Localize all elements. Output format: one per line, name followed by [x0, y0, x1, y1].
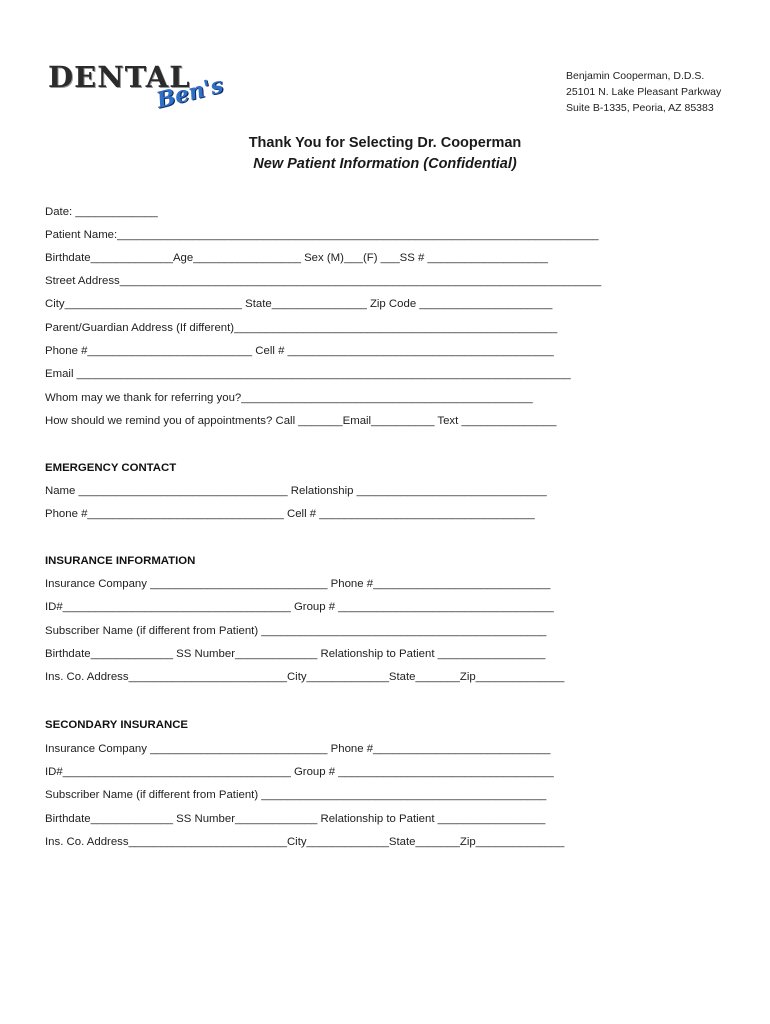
address-line: Benjamin Cooperman, D.D.S. — [566, 70, 705, 82]
emergency-heading: EMERGENCY CONTACT — [45, 462, 177, 474]
insurance-company-field[interactable]: Insurance Company ____________________________ Phone #____________________________ — [45, 578, 551, 590]
form-subtitle: New Patient Information (Confidential) — [253, 156, 517, 172]
street-address-field[interactable]: Street Address____________________________________________________________________________ — [45, 275, 602, 287]
secondary-heading: SECONDARY INSURANCE — [45, 719, 189, 731]
insurance-birthdate-field[interactable]: Birthdate_____________ SS Number_____________ Relationship to Patient _________________ — [45, 648, 546, 660]
secondary-address-field[interactable]: Ins. Co. Address_________________________City_____________State_______Zip______________ — [45, 836, 565, 848]
secondary-id-field[interactable]: ID#____________________________________ Group # __________________________________ — [45, 766, 554, 778]
insurance-address-field[interactable]: Ins. Co. Address_________________________City_____________State_______Zip______________ — [45, 671, 565, 683]
birthdate-age-sex-field[interactable]: Birthdate_____________Age_________________ Sex (M)___(F) ___SS # ___________________ — [45, 252, 548, 264]
secondary-company-field[interactable]: Insurance Company ____________________________ Phone #____________________________ — [45, 743, 551, 755]
logo-wordmark: DENTAL — [48, 60, 191, 94]
secondary-birthdate-field[interactable]: Birthdate_____________ SS Number_____________ Relationship to Patient _________________ — [45, 813, 546, 825]
reminder-preference-field[interactable]: How should we remind you of appointments? Call _______Email__________ Text _______________ — [45, 415, 557, 427]
date-field[interactable]: Date: _____________ — [45, 206, 158, 218]
patient-name-field[interactable]: Patient Name:____________________________________________________________________________ — [45, 229, 599, 241]
address-line: Suite B-1335, Peoria, AZ 85383 — [566, 102, 714, 114]
address-line: 25101 N. Lake Pleasant Parkway — [566, 86, 722, 98]
guardian-address-field[interactable]: Parent/Guardian Address (If different)___________________________________________________ — [45, 322, 558, 334]
referral-field[interactable]: Whom may we thank for referring you?______________________________________________ — [45, 392, 533, 404]
emergency-name-field[interactable]: Name _________________________________ Relationship ______________________________ — [45, 485, 547, 497]
email-field[interactable]: Email ______________________________________________________________________________ — [45, 368, 571, 380]
secondary-subscriber-field[interactable]: Subscriber Name (if different from Patient) _____________________________________________ — [45, 789, 547, 801]
phone-cell-field[interactable]: Phone #__________________________ Cell # __________________________________________ — [45, 345, 554, 357]
dental-logo — [48, 58, 226, 118]
practice-address — [566, 68, 721, 116]
insurance-id-field[interactable]: ID#____________________________________ Group # __________________________________ — [45, 601, 554, 613]
form-title: Thank You for Selecting Dr. Cooperman — [248, 135, 522, 151]
insurance-heading: INSURANCE INFORMATION — [45, 555, 196, 567]
city-state-zip-field[interactable]: City____________________________ State_______________ Zip Code _____________________ — [45, 298, 553, 310]
emergency-phone-field[interactable]: Phone #_______________________________ Cell # __________________________________ — [45, 508, 535, 520]
logo-script: Ben's — [153, 72, 226, 114]
insurance-subscriber-field[interactable]: Subscriber Name (if different from Patient) _____________________________________________ — [45, 625, 547, 637]
